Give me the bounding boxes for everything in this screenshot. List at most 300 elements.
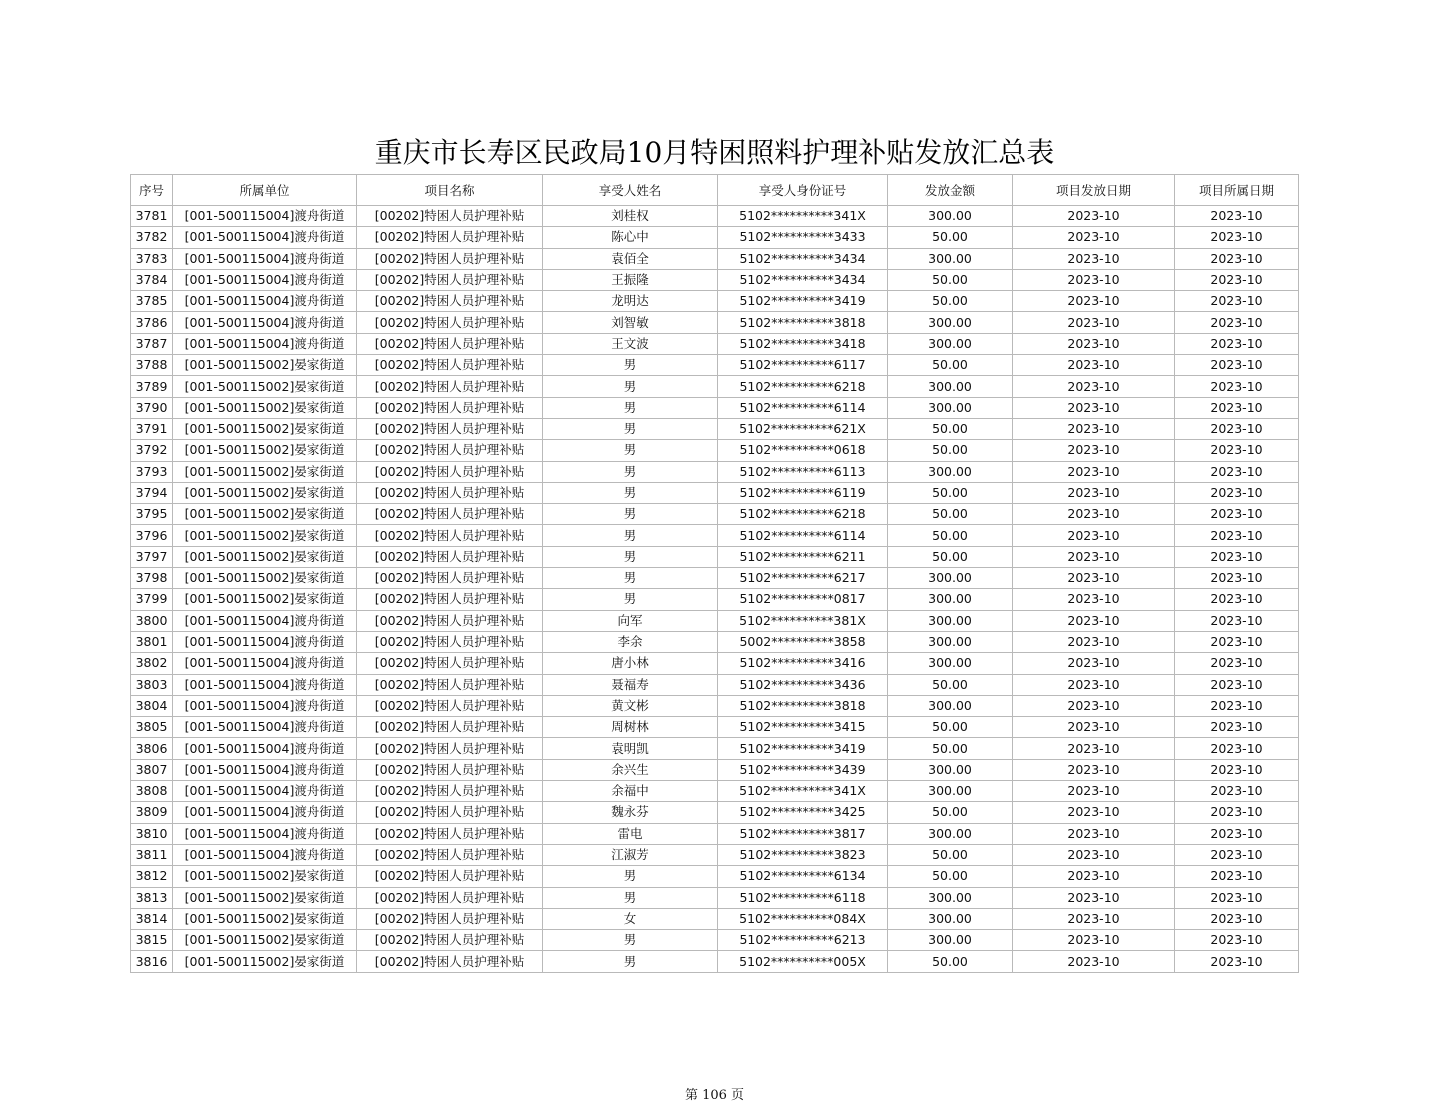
cell-project: [00202]特困人员护理补贴: [357, 333, 543, 354]
cell-amount: 300.00: [888, 695, 1013, 716]
cell-index: 3792: [131, 440, 173, 461]
table-row: [131, 376, 1299, 397]
cell-index: 3808: [131, 781, 173, 802]
cell-amount: 300.00: [888, 887, 1013, 908]
cell-index: 3787: [131, 333, 173, 354]
cell-period-date: 2023-10: [1175, 653, 1299, 674]
cell-name: 王振隆: [543, 269, 718, 290]
cell-id-number: 5102**********6218: [718, 504, 888, 525]
cell-name: 聂福寿: [543, 674, 718, 695]
cell-name: 王文波: [543, 333, 718, 354]
cell-issue-date: 2023-10: [1013, 887, 1175, 908]
cell-id-number: 5102**********0817: [718, 589, 888, 610]
cell-project: [00202]特困人员护理补贴: [357, 397, 543, 418]
cell-issue-date: 2023-10: [1013, 206, 1175, 227]
cell-index: 3782: [131, 227, 173, 248]
cell-unit: [001-500115004]渡舟街道: [173, 206, 357, 227]
cell-period-date: 2023-10: [1175, 440, 1299, 461]
cell-id-number: 5102**********3817: [718, 823, 888, 844]
column-header-amount: 发放金额: [888, 175, 1013, 206]
cell-project: [00202]特困人员护理补贴: [357, 631, 543, 652]
cell-period-date: 2023-10: [1175, 333, 1299, 354]
cell-issue-date: 2023-10: [1013, 461, 1175, 482]
table-row: [131, 844, 1299, 865]
cell-index: 3788: [131, 355, 173, 376]
cell-period-date: 2023-10: [1175, 525, 1299, 546]
cell-index: 3784: [131, 269, 173, 290]
cell-amount: 300.00: [888, 376, 1013, 397]
cell-period-date: 2023-10: [1175, 610, 1299, 631]
cell-id-number: 5102**********341X: [718, 781, 888, 802]
cell-project: [00202]特困人员护理补贴: [357, 504, 543, 525]
cell-project: [00202]特困人员护理补贴: [357, 525, 543, 546]
cell-period-date: 2023-10: [1175, 206, 1299, 227]
cell-period-date: 2023-10: [1175, 908, 1299, 929]
cell-project: [00202]特困人员护理补贴: [357, 376, 543, 397]
table-row: [131, 206, 1299, 227]
cell-issue-date: 2023-10: [1013, 440, 1175, 461]
cell-unit: [001-500115004]渡舟街道: [173, 717, 357, 738]
table-row: [131, 738, 1299, 759]
cell-period-date: 2023-10: [1175, 355, 1299, 376]
table-row: [131, 312, 1299, 333]
table-row: [131, 589, 1299, 610]
table-row: [131, 674, 1299, 695]
cell-unit: [001-500115004]渡舟街道: [173, 653, 357, 674]
cell-id-number: 5102**********3433: [718, 227, 888, 248]
cell-unit: [001-500115002]晏家街道: [173, 887, 357, 908]
cell-unit: [001-500115004]渡舟街道: [173, 333, 357, 354]
cell-amount: 300.00: [888, 653, 1013, 674]
cell-id-number: 5102**********6217: [718, 568, 888, 589]
cell-issue-date: 2023-10: [1013, 802, 1175, 823]
cell-index: 3801: [131, 631, 173, 652]
cell-period-date: 2023-10: [1175, 227, 1299, 248]
cell-project: [00202]特困人员护理补贴: [357, 802, 543, 823]
cell-period-date: 2023-10: [1175, 759, 1299, 780]
cell-unit: [001-500115004]渡舟街道: [173, 631, 357, 652]
cell-index: 3786: [131, 312, 173, 333]
table-row: [131, 759, 1299, 780]
page-number: 第 106 页: [684, 1088, 745, 1103]
cell-name: 黄文彬: [543, 695, 718, 716]
cell-unit: [001-500115004]渡舟街道: [173, 674, 357, 695]
cell-unit: [001-500115004]渡舟街道: [173, 610, 357, 631]
cell-unit: [001-500115002]晏家街道: [173, 525, 357, 546]
column-header-name: 享受人姓名: [543, 175, 718, 206]
table-header-row: [131, 175, 1299, 206]
cell-issue-date: 2023-10: [1013, 312, 1175, 333]
cell-name: 龙明达: [543, 291, 718, 312]
cell-period-date: 2023-10: [1175, 589, 1299, 610]
cell-name: 女: [543, 908, 718, 929]
cell-issue-date: 2023-10: [1013, 376, 1175, 397]
cell-amount: 300.00: [888, 397, 1013, 418]
cell-project: [00202]特困人员护理补贴: [357, 269, 543, 290]
cell-project: [00202]特困人员护理补贴: [357, 844, 543, 865]
cell-id-number: 5102**********3818: [718, 312, 888, 333]
cell-name: 男: [543, 418, 718, 439]
cell-project: [00202]特困人员护理补贴: [357, 418, 543, 439]
table-row: [131, 823, 1299, 844]
cell-amount: 50.00: [888, 802, 1013, 823]
cell-unit: [001-500115002]晏家街道: [173, 504, 357, 525]
cell-id-number: 5102**********6134: [718, 866, 888, 887]
cell-period-date: 2023-10: [1175, 291, 1299, 312]
cell-unit: [001-500115002]晏家街道: [173, 589, 357, 610]
cell-amount: 50.00: [888, 674, 1013, 695]
cell-unit: [001-500115004]渡舟街道: [173, 227, 357, 248]
cell-amount: 50.00: [888, 440, 1013, 461]
cell-id-number: 5102**********0618: [718, 440, 888, 461]
cell-period-date: 2023-10: [1175, 674, 1299, 695]
cell-name: 袁佰全: [543, 248, 718, 269]
table-row: [131, 227, 1299, 248]
cell-period-date: 2023-10: [1175, 866, 1299, 887]
table-row: [131, 418, 1299, 439]
cell-unit: [001-500115002]晏家街道: [173, 568, 357, 589]
table-row: [131, 482, 1299, 503]
cell-index: 3816: [131, 951, 173, 972]
cell-amount: 300.00: [888, 312, 1013, 333]
cell-issue-date: 2023-10: [1013, 759, 1175, 780]
cell-index: 3809: [131, 802, 173, 823]
cell-name: 江淑芳: [543, 844, 718, 865]
table-row: [131, 695, 1299, 716]
page-title: 重庆市长寿区民政局10月特困照料护理补贴发放汇总表: [374, 136, 1055, 169]
cell-unit: [001-500115002]晏家街道: [173, 930, 357, 951]
cell-id-number: 5102**********6113: [718, 461, 888, 482]
cell-name: 余兴生: [543, 759, 718, 780]
cell-project: [00202]特困人员护理补贴: [357, 291, 543, 312]
cell-period-date: 2023-10: [1175, 568, 1299, 589]
column-header-period-date: 项目所属日期: [1175, 175, 1299, 206]
cell-amount: 300.00: [888, 759, 1013, 780]
cell-name: 余福中: [543, 781, 718, 802]
cell-name: 男: [543, 504, 718, 525]
cell-amount: 50.00: [888, 227, 1013, 248]
cell-project: [00202]特困人员护理补贴: [357, 823, 543, 844]
cell-amount: 50.00: [888, 269, 1013, 290]
table-row: [131, 951, 1299, 972]
cell-project: [00202]特困人员护理补贴: [357, 461, 543, 482]
cell-project: [00202]特困人员护理补贴: [357, 759, 543, 780]
cell-unit: [001-500115002]晏家街道: [173, 355, 357, 376]
cell-unit: [001-500115004]渡舟街道: [173, 291, 357, 312]
cell-period-date: 2023-10: [1175, 461, 1299, 482]
cell-issue-date: 2023-10: [1013, 908, 1175, 929]
cell-id-number: 5102**********6213: [718, 930, 888, 951]
cell-name: 魏永芬: [543, 802, 718, 823]
cell-period-date: 2023-10: [1175, 695, 1299, 716]
cell-index: 3814: [131, 908, 173, 929]
table-row: [131, 802, 1299, 823]
cell-name: 周树林: [543, 717, 718, 738]
cell-index: 3781: [131, 206, 173, 227]
cell-project: [00202]特困人员护理补贴: [357, 227, 543, 248]
cell-id-number: 5102**********6211: [718, 546, 888, 567]
table-row: [131, 568, 1299, 589]
cell-project: [00202]特困人员护理补贴: [357, 653, 543, 674]
cell-index: 3807: [131, 759, 173, 780]
cell-index: 3785: [131, 291, 173, 312]
cell-index: 3797: [131, 546, 173, 567]
cell-amount: 300.00: [888, 206, 1013, 227]
cell-project: [00202]特困人员护理补贴: [357, 355, 543, 376]
column-header-id-number: 享受人身份证号: [718, 175, 888, 206]
table-row: [131, 504, 1299, 525]
cell-index: 3803: [131, 674, 173, 695]
cell-name: 向军: [543, 610, 718, 631]
cell-name: 刘桂权: [543, 206, 718, 227]
cell-issue-date: 2023-10: [1013, 525, 1175, 546]
cell-project: [00202]特困人员护理补贴: [357, 887, 543, 908]
cell-unit: [001-500115002]晏家街道: [173, 461, 357, 482]
cell-name: 男: [543, 866, 718, 887]
cell-id-number: 5102**********6114: [718, 525, 888, 546]
cell-name: 男: [543, 482, 718, 503]
cell-amount: 300.00: [888, 908, 1013, 929]
table-row: [131, 269, 1299, 290]
cell-index: 3790: [131, 397, 173, 418]
cell-index: 3798: [131, 568, 173, 589]
cell-unit: [001-500115002]晏家街道: [173, 418, 357, 439]
cell-id-number: 5102**********3436: [718, 674, 888, 695]
table-row: [131, 248, 1299, 269]
cell-unit: [001-500115002]晏家街道: [173, 397, 357, 418]
cell-period-date: 2023-10: [1175, 397, 1299, 418]
cell-issue-date: 2023-10: [1013, 568, 1175, 589]
cell-issue-date: 2023-10: [1013, 291, 1175, 312]
cell-issue-date: 2023-10: [1013, 951, 1175, 972]
cell-name: 刘智敏: [543, 312, 718, 333]
cell-period-date: 2023-10: [1175, 418, 1299, 439]
cell-project: [00202]特困人员护理补贴: [357, 695, 543, 716]
cell-amount: 300.00: [888, 461, 1013, 482]
table-row: [131, 717, 1299, 738]
cell-period-date: 2023-10: [1175, 844, 1299, 865]
cell-index: 3796: [131, 525, 173, 546]
cell-project: [00202]特困人员护理补贴: [357, 866, 543, 887]
cell-index: 3804: [131, 695, 173, 716]
cell-issue-date: 2023-10: [1013, 397, 1175, 418]
cell-name: 男: [543, 887, 718, 908]
cell-unit: [001-500115002]晏家街道: [173, 376, 357, 397]
cell-issue-date: 2023-10: [1013, 844, 1175, 865]
column-header-index: 序号: [131, 175, 173, 206]
cell-id-number: 5102**********3439: [718, 759, 888, 780]
cell-index: 3802: [131, 653, 173, 674]
cell-period-date: 2023-10: [1175, 823, 1299, 844]
cell-name: 男: [543, 397, 718, 418]
column-header-project: 项目名称: [357, 175, 543, 206]
cell-name: 男: [543, 568, 718, 589]
cell-id-number: 5102**********381X: [718, 610, 888, 631]
cell-unit: [001-500115002]晏家街道: [173, 440, 357, 461]
cell-period-date: 2023-10: [1175, 269, 1299, 290]
column-header-unit: 所属单位: [173, 175, 357, 206]
cell-unit: [001-500115004]渡舟街道: [173, 248, 357, 269]
cell-issue-date: 2023-10: [1013, 333, 1175, 354]
cell-index: 3791: [131, 418, 173, 439]
cell-index: 3815: [131, 930, 173, 951]
cell-issue-date: 2023-10: [1013, 504, 1175, 525]
cell-period-date: 2023-10: [1175, 738, 1299, 759]
cell-index: 3789: [131, 376, 173, 397]
cell-name: 男: [543, 546, 718, 567]
cell-id-number: 5102**********3419: [718, 738, 888, 759]
cell-amount: 300.00: [888, 823, 1013, 844]
table-row: [131, 631, 1299, 652]
cell-project: [00202]特困人员护理补贴: [357, 248, 543, 269]
cell-issue-date: 2023-10: [1013, 227, 1175, 248]
cell-period-date: 2023-10: [1175, 376, 1299, 397]
table-row: [131, 333, 1299, 354]
table-row: [131, 461, 1299, 482]
cell-project: [00202]特困人员护理补贴: [357, 312, 543, 333]
cell-name: 雷电: [543, 823, 718, 844]
table-body: [131, 206, 1299, 973]
cell-index: 3800: [131, 610, 173, 631]
cell-unit: [001-500115004]渡舟街道: [173, 759, 357, 780]
cell-id-number: 5102**********005X: [718, 951, 888, 972]
cell-issue-date: 2023-10: [1013, 823, 1175, 844]
cell-issue-date: 2023-10: [1013, 546, 1175, 567]
cell-issue-date: 2023-10: [1013, 610, 1175, 631]
cell-amount: 300.00: [888, 610, 1013, 631]
cell-unit: [001-500115004]渡舟街道: [173, 802, 357, 823]
cell-issue-date: 2023-10: [1013, 482, 1175, 503]
cell-period-date: 2023-10: [1175, 717, 1299, 738]
cell-index: 3813: [131, 887, 173, 908]
cell-name: 唐小林: [543, 653, 718, 674]
cell-period-date: 2023-10: [1175, 248, 1299, 269]
cell-amount: 50.00: [888, 482, 1013, 503]
table-row: [131, 397, 1299, 418]
cell-unit: [001-500115004]渡舟街道: [173, 738, 357, 759]
cell-project: [00202]特困人员护理补贴: [357, 781, 543, 802]
cell-period-date: 2023-10: [1175, 781, 1299, 802]
cell-id-number: 5102**********3418: [718, 333, 888, 354]
cell-unit: [001-500115002]晏家街道: [173, 951, 357, 972]
cell-id-number: 5102**********6118: [718, 887, 888, 908]
cell-unit: [001-500115004]渡舟街道: [173, 844, 357, 865]
cell-project: [00202]特困人员护理补贴: [357, 440, 543, 461]
cell-issue-date: 2023-10: [1013, 674, 1175, 695]
cell-id-number: 5102**********3416: [718, 653, 888, 674]
table-row: [131, 546, 1299, 567]
cell-id-number: 5102**********3818: [718, 695, 888, 716]
cell-id-number: 5102**********621X: [718, 418, 888, 439]
cell-unit: [001-500115002]晏家街道: [173, 546, 357, 567]
table-row: [131, 908, 1299, 929]
cell-name: 男: [543, 376, 718, 397]
cell-issue-date: 2023-10: [1013, 631, 1175, 652]
cell-period-date: 2023-10: [1175, 504, 1299, 525]
cell-name: 男: [543, 951, 718, 972]
cell-project: [00202]特困人员护理补贴: [357, 951, 543, 972]
cell-id-number: 5102**********6114: [718, 397, 888, 418]
cell-index: 3805: [131, 717, 173, 738]
cell-name: 男: [543, 589, 718, 610]
cell-id-number: 5102**********3419: [718, 291, 888, 312]
cell-unit: [001-500115004]渡舟街道: [173, 781, 357, 802]
cell-amount: 300.00: [888, 930, 1013, 951]
cell-period-date: 2023-10: [1175, 802, 1299, 823]
cell-amount: 50.00: [888, 504, 1013, 525]
cell-issue-date: 2023-10: [1013, 930, 1175, 951]
table-row: [131, 610, 1299, 631]
cell-name: 陈心中: [543, 227, 718, 248]
table-row: [131, 291, 1299, 312]
cell-index: 3799: [131, 589, 173, 610]
cell-amount: 300.00: [888, 781, 1013, 802]
table-row: [131, 525, 1299, 546]
table-row: [131, 440, 1299, 461]
cell-amount: 50.00: [888, 951, 1013, 972]
cell-amount: 300.00: [888, 333, 1013, 354]
cell-unit: [001-500115002]晏家街道: [173, 866, 357, 887]
cell-period-date: 2023-10: [1175, 482, 1299, 503]
cell-issue-date: 2023-10: [1013, 589, 1175, 610]
cell-issue-date: 2023-10: [1013, 248, 1175, 269]
table-row: [131, 866, 1299, 887]
cell-id-number: 5102**********3425: [718, 802, 888, 823]
cell-index: 3783: [131, 248, 173, 269]
cell-id-number: 5102**********3823: [718, 844, 888, 865]
cell-amount: 300.00: [888, 631, 1013, 652]
cell-issue-date: 2023-10: [1013, 781, 1175, 802]
cell-amount: 50.00: [888, 418, 1013, 439]
cell-index: 3810: [131, 823, 173, 844]
cell-issue-date: 2023-10: [1013, 695, 1175, 716]
cell-id-number: 5102**********6119: [718, 482, 888, 503]
cell-name: 袁明凯: [543, 738, 718, 759]
cell-project: [00202]特困人员护理补贴: [357, 206, 543, 227]
cell-project: [00202]特困人员护理补贴: [357, 610, 543, 631]
cell-unit: [001-500115004]渡舟街道: [173, 269, 357, 290]
cell-amount: 300.00: [888, 589, 1013, 610]
cell-project: [00202]特困人员护理补贴: [357, 930, 543, 951]
cell-issue-date: 2023-10: [1013, 866, 1175, 887]
cell-amount: 50.00: [888, 866, 1013, 887]
cell-period-date: 2023-10: [1175, 546, 1299, 567]
cell-name: 男: [543, 930, 718, 951]
cell-id-number: 5002**********3858: [718, 631, 888, 652]
cell-amount: 300.00: [888, 568, 1013, 589]
table-row: [131, 781, 1299, 802]
cell-index: 3806: [131, 738, 173, 759]
cell-issue-date: 2023-10: [1013, 738, 1175, 759]
cell-amount: 50.00: [888, 738, 1013, 759]
cell-project: [00202]特困人员护理补贴: [357, 589, 543, 610]
cell-issue-date: 2023-10: [1013, 269, 1175, 290]
cell-issue-date: 2023-10: [1013, 717, 1175, 738]
cell-name: 男: [543, 355, 718, 376]
cell-id-number: 5102**********6117: [718, 355, 888, 376]
cell-name: 男: [543, 440, 718, 461]
table-row: [131, 887, 1299, 908]
cell-amount: 50.00: [888, 355, 1013, 376]
cell-id-number: 5102**********3415: [718, 717, 888, 738]
cell-issue-date: 2023-10: [1013, 418, 1175, 439]
cell-project: [00202]特困人员护理补贴: [357, 568, 543, 589]
cell-period-date: 2023-10: [1175, 887, 1299, 908]
cell-project: [00202]特困人员护理补贴: [357, 908, 543, 929]
cell-period-date: 2023-10: [1175, 312, 1299, 333]
cell-amount: 300.00: [888, 248, 1013, 269]
cell-issue-date: 2023-10: [1013, 653, 1175, 674]
